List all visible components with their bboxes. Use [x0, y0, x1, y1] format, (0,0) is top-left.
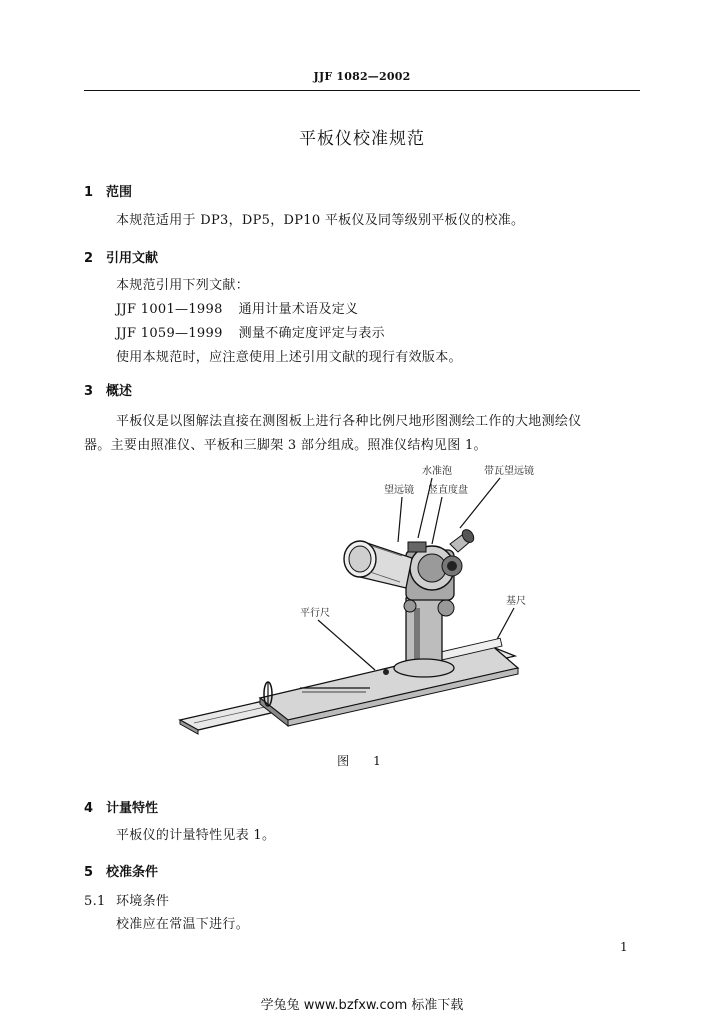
reference-item: [116, 322, 385, 346]
label-vertical-circle: 竖直度盘: [428, 485, 468, 496]
footer-watermark: 学兔兔 www.bzfxw.com 标准下载: [260, 998, 464, 1013]
subsection-5-1-heading: [84, 890, 169, 914]
section-5-heading: [84, 861, 158, 880]
alidade-head: [406, 527, 476, 600]
section-number: 2: [84, 251, 94, 266]
section-number: 4: [84, 801, 94, 816]
label-base-ruler: 基尺: [506, 596, 526, 607]
section-4-heading: [84, 797, 158, 816]
section-1-heading: [84, 181, 132, 200]
page-number: 1: [620, 940, 628, 954]
section-title: 范围: [106, 185, 133, 200]
section-2-heading: [84, 247, 158, 266]
page-title: 平板仪校准规范: [299, 129, 425, 149]
label-telescope: 望远镜: [384, 485, 414, 496]
section-title: 概述: [106, 384, 133, 399]
label-bubble: 水准泡: [422, 466, 452, 477]
reference-title: 测量不确定度评定与表示: [238, 326, 385, 341]
label-finder-scope: 带瓦望远镜: [484, 466, 534, 477]
section-4-text: 平板仪的计量特性见表 1。: [116, 828, 276, 843]
section-title: 引用文献: [106, 251, 159, 266]
section-number: 5: [84, 865, 94, 880]
section-2-note: 使用本规范时，应注意使用上述引用文献的现行有效版本。: [116, 350, 462, 365]
main-telescope: [344, 541, 412, 588]
reference-title: 通用计量术语及定义: [238, 302, 359, 317]
subsection-number: 5.1: [84, 894, 106, 909]
label-parallel-ruler: 平行尺: [300, 608, 330, 619]
base-plate: [260, 638, 518, 726]
section-title: 计量特性: [106, 801, 159, 816]
section-number: 3: [84, 384, 94, 399]
subsection-title: 环境条件: [116, 894, 170, 909]
reference-code: JJF 1001—1998: [116, 302, 223, 317]
section-1-text: 本规范适用于 DP3，DP5，DP10 平板仪及同等级别平板仪的校准。: [116, 213, 525, 228]
section-3-paragraph-line-1: 平板仪是以图解法直接在测图板上进行各种比例尺地形图测绘工作的大地测绘仪: [116, 414, 582, 429]
alidade-column: [394, 598, 454, 677]
figure-caption: 图 1: [337, 754, 387, 768]
section-number: 1: [84, 185, 94, 200]
subsection-5-1-text: 校准应在常温下进行。: [116, 917, 250, 932]
reference-item: [116, 298, 358, 322]
header-divider: [84, 90, 640, 91]
section-title: 校准条件: [106, 865, 159, 880]
alidade-figure: [170, 458, 560, 748]
section-3-heading: [84, 380, 132, 399]
reference-code: JJF 1059—1999: [116, 326, 223, 341]
section-3-paragraph-line-2: 器。主要由照准仪、平板和三脚架 3 部分组成。照准仪结构见图 1。: [84, 438, 487, 453]
section-2-intro: 本规范引用下列文献：: [116, 278, 250, 293]
standard-code: JJF 1082—2002: [313, 70, 411, 83]
